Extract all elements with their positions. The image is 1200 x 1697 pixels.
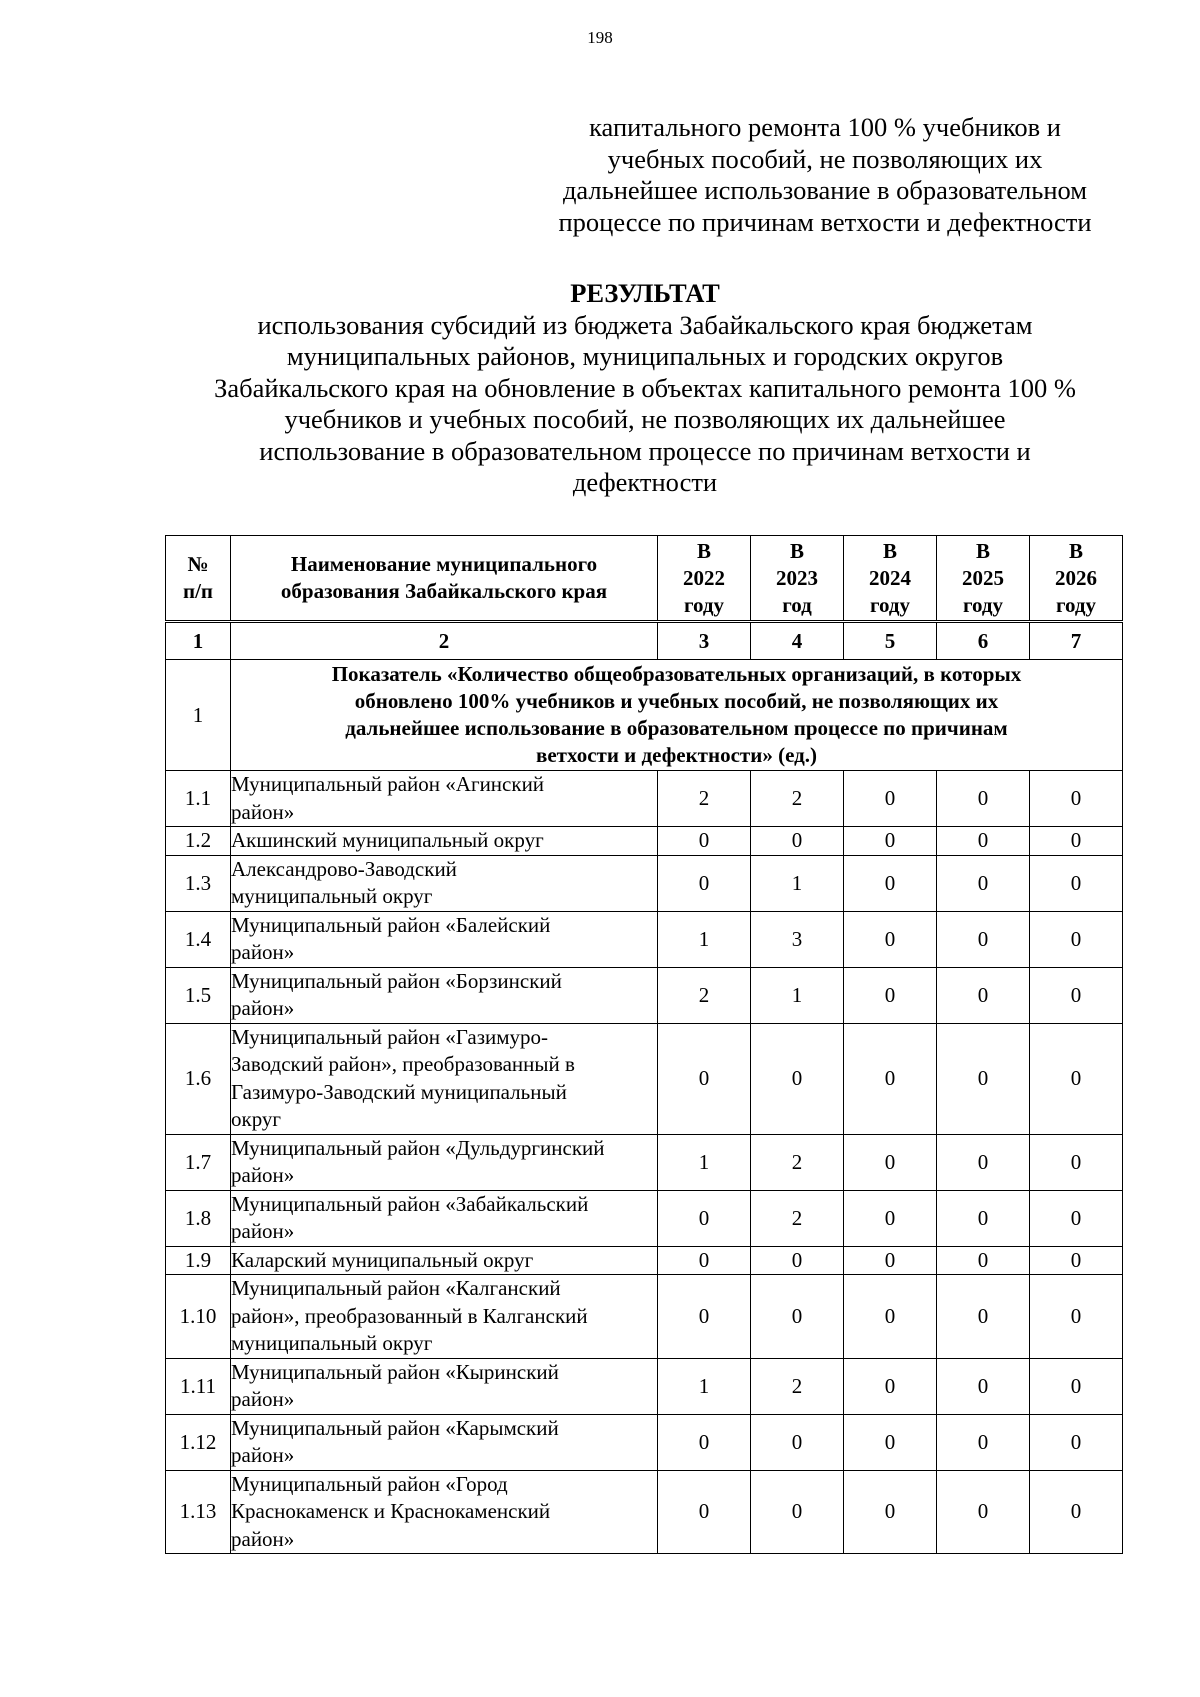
- municipality-name-line: район», преобразованный в Калганский: [231, 1303, 588, 1328]
- value-cell: 2: [658, 967, 751, 1023]
- value-cell: 0: [658, 1023, 751, 1134]
- value-cell: 0: [1030, 771, 1123, 827]
- value-cell: 0: [844, 855, 937, 911]
- municipality-name-line: Муниципальный район «Калганский: [231, 1276, 561, 1300]
- municipality-name-line: район»: [231, 1163, 295, 1187]
- municipality-name: [231, 911, 658, 967]
- table-row: [166, 1023, 1123, 1134]
- column-number: 5: [844, 622, 937, 660]
- value-cell: 0: [937, 1275, 1030, 1359]
- municipality-name: [231, 1358, 658, 1414]
- value-cell: 0: [1030, 1358, 1123, 1414]
- row-number: 1.9: [166, 1246, 231, 1275]
- caption-line: капитального ремонта 100 % учебников и: [589, 112, 1061, 142]
- table-row: [166, 855, 1123, 911]
- value-cell: 0: [751, 1023, 844, 1134]
- column-number: 7: [1030, 622, 1123, 660]
- value-cell: 0: [1030, 967, 1123, 1023]
- value-cell: 2: [751, 1358, 844, 1414]
- value-cell: 0: [751, 1414, 844, 1470]
- header-number: № п/п: [166, 536, 231, 622]
- row-number: 1.6: [166, 1023, 231, 1134]
- column-number: 1: [166, 622, 231, 660]
- value-cell: 0: [751, 827, 844, 856]
- row-number: 1.13: [166, 1470, 231, 1554]
- municipality-name-line: Муниципальный район «Город: [231, 1471, 508, 1496]
- value-cell: 0: [1030, 1190, 1123, 1246]
- indicator-group-row: [166, 660, 1123, 771]
- value-cell: 0: [844, 1190, 937, 1246]
- municipality-name-line: Александрово-Заводский: [231, 856, 457, 881]
- value-cell: 0: [844, 1414, 937, 1470]
- row-number: 1.4: [166, 911, 231, 967]
- header-year-2023: В 2023 год: [751, 536, 844, 622]
- municipality-name-line: муниципальный округ: [231, 884, 433, 908]
- value-cell: 0: [1030, 1414, 1123, 1470]
- municipality-name-line: муниципальный округ: [231, 1331, 433, 1355]
- municipality-name: [231, 771, 658, 827]
- value-cell: 0: [751, 1246, 844, 1275]
- value-cell: 1: [658, 1134, 751, 1190]
- value-cell: 0: [844, 1358, 937, 1414]
- value-cell: 1: [751, 967, 844, 1023]
- value-cell: 0: [844, 1134, 937, 1190]
- table-row: [166, 827, 1123, 856]
- municipality-name-line: Заводский район», преобразованный в: [231, 1052, 575, 1076]
- municipality-name-line: район»: [231, 1387, 295, 1411]
- value-cell: 0: [658, 1470, 751, 1554]
- document-caption: [530, 112, 1120, 238]
- table-row: [166, 967, 1123, 1023]
- document-title: [165, 278, 1125, 499]
- value-cell: 2: [751, 1190, 844, 1246]
- row-number: 1.2: [166, 827, 231, 856]
- value-cell: 0: [844, 967, 937, 1023]
- value-cell: 0: [1030, 1275, 1123, 1359]
- municipality-name-line: Муниципальный район «Кыринский: [231, 1359, 559, 1384]
- municipality-name: [231, 1275, 658, 1359]
- value-cell: 0: [1030, 1023, 1123, 1134]
- column-number: 6: [937, 622, 1030, 660]
- table-row: [166, 1275, 1123, 1359]
- table-row: [166, 1246, 1123, 1275]
- value-cell: 0: [1030, 911, 1123, 967]
- value-cell: 2: [658, 771, 751, 827]
- municipality-name-line: Муниципальный район «Агинский: [231, 772, 545, 796]
- value-cell: 0: [937, 1414, 1030, 1470]
- municipality-name-line: Газимуро-Заводский муниципальный: [231, 1079, 567, 1104]
- table-row: [166, 1358, 1123, 1414]
- row-number: 1.5: [166, 967, 231, 1023]
- value-cell: 3: [751, 911, 844, 967]
- table-header-row: [166, 536, 1123, 622]
- column-number: 4: [751, 622, 844, 660]
- row-number: 1.11: [166, 1358, 231, 1414]
- value-cell: 0: [937, 1023, 1030, 1134]
- value-cell: 0: [937, 855, 1030, 911]
- column-number-row: [166, 622, 1123, 660]
- row-number: 1.10: [166, 1275, 231, 1359]
- municipality-name: [231, 1470, 658, 1554]
- value-cell: 0: [1030, 855, 1123, 911]
- value-cell: 0: [1030, 827, 1123, 856]
- row-number: 1.3: [166, 855, 231, 911]
- value-cell: 0: [751, 1470, 844, 1554]
- header-year-2025: В 2025 году: [937, 536, 1030, 622]
- value-cell: 0: [1030, 1134, 1123, 1190]
- title-line: Забайкальского края на обновление в объектах капитального ремонта 100 %: [214, 372, 1076, 403]
- group-number: 1: [166, 660, 231, 771]
- value-cell: 0: [844, 771, 937, 827]
- header-year-2024: В 2024 году: [844, 536, 937, 622]
- title-line: использования субсидий из бюджета Забайкальского края бюджетам: [257, 309, 1033, 340]
- table-row: [166, 771, 1123, 827]
- value-cell: 1: [751, 855, 844, 911]
- value-cell: 0: [844, 1470, 937, 1554]
- value-cell: 2: [751, 771, 844, 827]
- municipality-name-line: Краснокаменск и Краснокаменский: [231, 1499, 551, 1523]
- municipality-name: [231, 1023, 658, 1134]
- municipality-name-line: район»: [231, 1443, 295, 1467]
- results-table: [165, 535, 1123, 1554]
- value-cell: 0: [937, 1358, 1030, 1414]
- row-number: 1.1: [166, 771, 231, 827]
- title-line: дефектности: [572, 467, 718, 497]
- value-cell: 0: [658, 1246, 751, 1275]
- title-line: муниципальных районов, муниципальных и городских округов: [286, 341, 1004, 371]
- municipality-name-line: округ: [231, 1107, 282, 1131]
- municipality-name: [231, 1134, 658, 1190]
- value-cell: 2: [751, 1134, 844, 1190]
- value-cell: 0: [937, 1470, 1030, 1554]
- value-cell: 0: [844, 827, 937, 856]
- municipality-name-line: Муниципальный район «Карымский: [231, 1415, 559, 1440]
- value-cell: 1: [658, 911, 751, 967]
- municipality-name: [231, 967, 658, 1023]
- value-cell: 0: [751, 1275, 844, 1359]
- value-cell: 0: [658, 1190, 751, 1246]
- municipality-name: [231, 1190, 658, 1246]
- municipality-name-line: Муниципальный район «Борзинский: [231, 968, 562, 993]
- caption-line: учебных пособий, не позволяющих их: [607, 143, 1043, 174]
- table-row: [166, 911, 1123, 967]
- value-cell: 0: [937, 967, 1030, 1023]
- municipality-name: [231, 855, 658, 911]
- value-cell: 0: [658, 1275, 751, 1359]
- row-number: 1.8: [166, 1190, 231, 1246]
- table-row: [166, 1190, 1123, 1246]
- title-line: учебников и учебных пособий, не позволяющих их дальнейшее: [284, 404, 1006, 434]
- table-row: [166, 1134, 1123, 1190]
- municipality-name-line: Каларский муниципальный округ: [231, 1247, 534, 1272]
- header-year-2022: В 2022 году: [658, 536, 751, 622]
- value-cell: 0: [1030, 1470, 1123, 1554]
- column-number: 2: [231, 622, 658, 660]
- value-cell: 0: [937, 1190, 1030, 1246]
- page-number: 198: [587, 28, 613, 47]
- municipality-name-line: Акшинский муниципальный округ: [231, 828, 544, 852]
- header-name: Наименование муниципального образования Забайкальского края: [231, 536, 658, 622]
- title-heading: РЕЗУЛЬТАТ: [570, 278, 720, 308]
- value-cell: 0: [1030, 1246, 1123, 1275]
- column-number: 3: [658, 622, 751, 660]
- value-cell: 0: [937, 1134, 1030, 1190]
- row-number: 1.7: [166, 1134, 231, 1190]
- title-line: использование в образовательном процессе по причинам ветхости и: [259, 435, 1031, 466]
- table-row: [166, 1414, 1123, 1470]
- value-cell: 0: [937, 827, 1030, 856]
- municipality-name-line: район»: [231, 940, 295, 964]
- value-cell: 0: [937, 771, 1030, 827]
- municipality-name-line: район»: [231, 996, 295, 1020]
- municipality-name-line: район»: [231, 1219, 295, 1243]
- municipality-name: [231, 1246, 658, 1275]
- municipality-name-line: район»: [231, 1526, 295, 1551]
- municipality-name-line: район»: [231, 799, 295, 824]
- caption-line: дальнейшее использование в образовательном: [562, 175, 1088, 205]
- value-cell: 0: [844, 1246, 937, 1275]
- municipality-name: [231, 1414, 658, 1470]
- value-cell: 0: [844, 911, 937, 967]
- municipality-name-line: Муниципальный район «Газимуро-: [231, 1024, 549, 1049]
- value-cell: 0: [844, 1023, 937, 1134]
- caption-line: процессе по причинам ветхости и дефектности: [558, 206, 1092, 237]
- value-cell: 0: [658, 827, 751, 856]
- value-cell: 0: [658, 1414, 751, 1470]
- value-cell: 1: [658, 1358, 751, 1414]
- municipality-name-line: Муниципальный район «Балейский: [231, 912, 551, 937]
- municipality-name: [231, 827, 658, 856]
- value-cell: 0: [844, 1275, 937, 1359]
- value-cell: 0: [937, 1246, 1030, 1275]
- value-cell: 0: [937, 911, 1030, 967]
- header-year-2026: В 2026 году: [1030, 536, 1123, 622]
- row-number: 1.12: [166, 1414, 231, 1470]
- municipality-name-line: Муниципальный район «Дульдургинский: [231, 1135, 605, 1160]
- indicator-title: Показатель «Количество общеобразовательных организаций, в которых обновлено 100% учебников и учебных пособий, не позволяющих их дальнейшее использование в образовательном процессе по причинам ветхости и дефектности» (ед.): [231, 660, 1123, 771]
- table-row: [166, 1470, 1123, 1554]
- municipality-name-line: Муниципальный район «Забайкальский: [231, 1191, 589, 1216]
- value-cell: 0: [658, 855, 751, 911]
